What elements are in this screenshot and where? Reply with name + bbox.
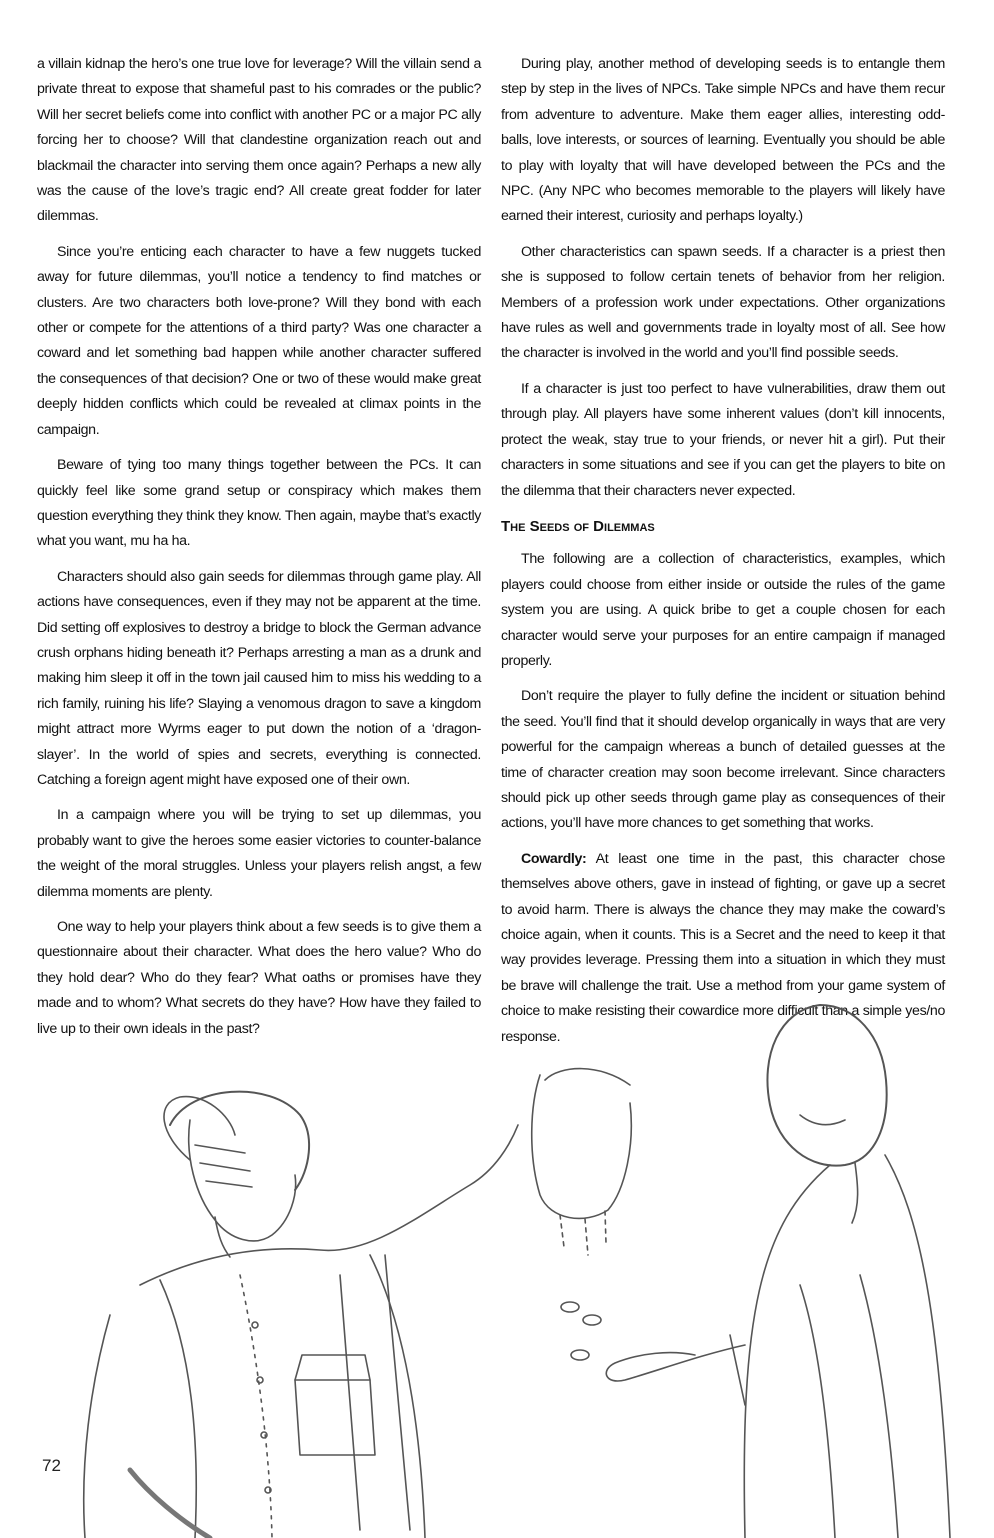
paragraph: During play, another method of developing seeds is to entangle them step by step in the lives of NPCs. Take simple NPCs and have them recur from adventure to adventure. Make them eager allies, interesting odd-balls, love interests, or sources of learning. Eventually you should be able to play with loyalty that will have developed between the PCs and the NPC. (Any NPC who becomes memorable to the players will likely have earned their interest, curiosity and perhaps loyalty.)	[501, 56, 945, 225]
left-column	[37, 52, 481, 1052]
cowardly-text: At least one time in the past, this character chose themselves above others, gave in instead of fighting, or gave up a secret to avoid harm. There is always the chance they may make the coward’s choice again, when it counts. This is a Secret and the need to keep it that way provides leverage. Pressing them into a situation in which they must be brave will challenge the trait. Use a method from your game system of choice to make resisting their cowardice more difficult than a simple yes/no response.	[501, 850, 945, 1045]
coward-figure	[84, 1092, 518, 1538]
paragraph: One way to help your players think about a few seeds is to give them a questionnaire about their character. What does the hero value? Who do they hold dear? Who do they fear? What oaths or promises have they made and to whom? What secrets do they have? How have they failed to live up to their own ideals in the past?	[37, 919, 481, 1037]
paragraph: Characters should also gain seeds for dilemmas through game play. All actions have consequences, even if they may not be apparent at the time. Did setting off explosives to destroy a bridge to block the German advance crush orphans hiding beneath it? Perhaps arresting a man as a drunk and making him sleep it off in the town jail caused him to miss his wedding to a rich family, ruining his life? Slaying a venomous dragon to save a kingdom might attract more Wyrms eager to put down the notion of a ‘dragon-slayer’. In the world of spies and secrets, everything is connected. Catching a foreign agent might have exposed one of their own.	[37, 568, 481, 788]
paragraph: Since you’re enticing each character to have a few nuggets tucked away for future dilemmas, you’ll notice a tendency to find matches or clusters. Are two characters both love-prone? Will they bond with each other or compete for the attentions of a third party? Was one character a coward and let something bad happen while another character suffered the consequences of that decision? One or two of these would make great deeply hidden conflicts which could be revealed at climax points in the campaign.	[37, 243, 481, 438]
paragraph: Don’t require the player to fully define the incident or situation behind the seed. You’ll find that it should develop organically in ways that are very powerful for the campaign whereas a bunch of detailed guesses at the time of character creation may soon become irrelevant. Since characters should pick up other seeds through game play as consequences of their actions, you’ll have more chances to get something that works.	[501, 688, 945, 832]
cowardly-term: Cowardly:	[521, 850, 587, 867]
paragraph: Beware of tying too many things together between the PCs. It can quickly feel like some grand setup or conspiracy which makes them question everything they think they know. Then again, maybe that’s exactly what you want, mu ha ha.	[37, 457, 481, 550]
page-number: 72	[42, 1456, 61, 1475]
section-heading: The Seeds of Dilemmas	[501, 517, 655, 535]
paragraph: The following are a collection of characteristics, examples, which players could choose from either inside or outside the rules of the game system you are using. A quick bribe to get a couple chosen for each character would serve your purposes for an entire campaign if managed properly.	[501, 551, 945, 669]
coin-pouch	[532, 1069, 632, 1360]
right-column	[501, 52, 945, 1060]
paragraph: a villain kidnap the hero’s one true love for leverage? Will the villain send a private threat to expose that shameful past to his comrades or the public? Will her secret beliefs come into conflict with another PC or a major PC ally forcing her to choose? Will that clandestine organization reach out and blackmail the character into serving them once again? Perhaps a new ally was the cause of the love’s tragic end? All create great fodder for later dilemmas.	[37, 56, 481, 225]
paragraph: Other characteristics can spawn seeds. If a character is a priest then she is supposed to follow certain tenets of behavior from her religion. Members of a profession work under expectations. Other organizations have rules as well and governments trade in loyalty most of all. See how the character is involved in the world and you’ll find possible seeds.	[501, 243, 945, 362]
paragraph: If a character is just too perfect to have vulnerabilities, draw them out through play. All players have some inherent values (don’t kill innocents, protect the weak, stay true to your friends, or never hit a girl). Put their characters in some situations and see if you can get the players to bite on the dilemma that their characters never expected.	[501, 380, 945, 499]
paragraph: In a campaign where you will be trying to set up dilemmas, you probably want to give the heroes some easier victories to counter-balance the weight of the moral struggles. Unless your players relish angst, a few dilemma moments are plenty.	[37, 807, 481, 900]
illustration	[40, 985, 970, 1538]
smiling-figure	[606, 1005, 950, 1538]
